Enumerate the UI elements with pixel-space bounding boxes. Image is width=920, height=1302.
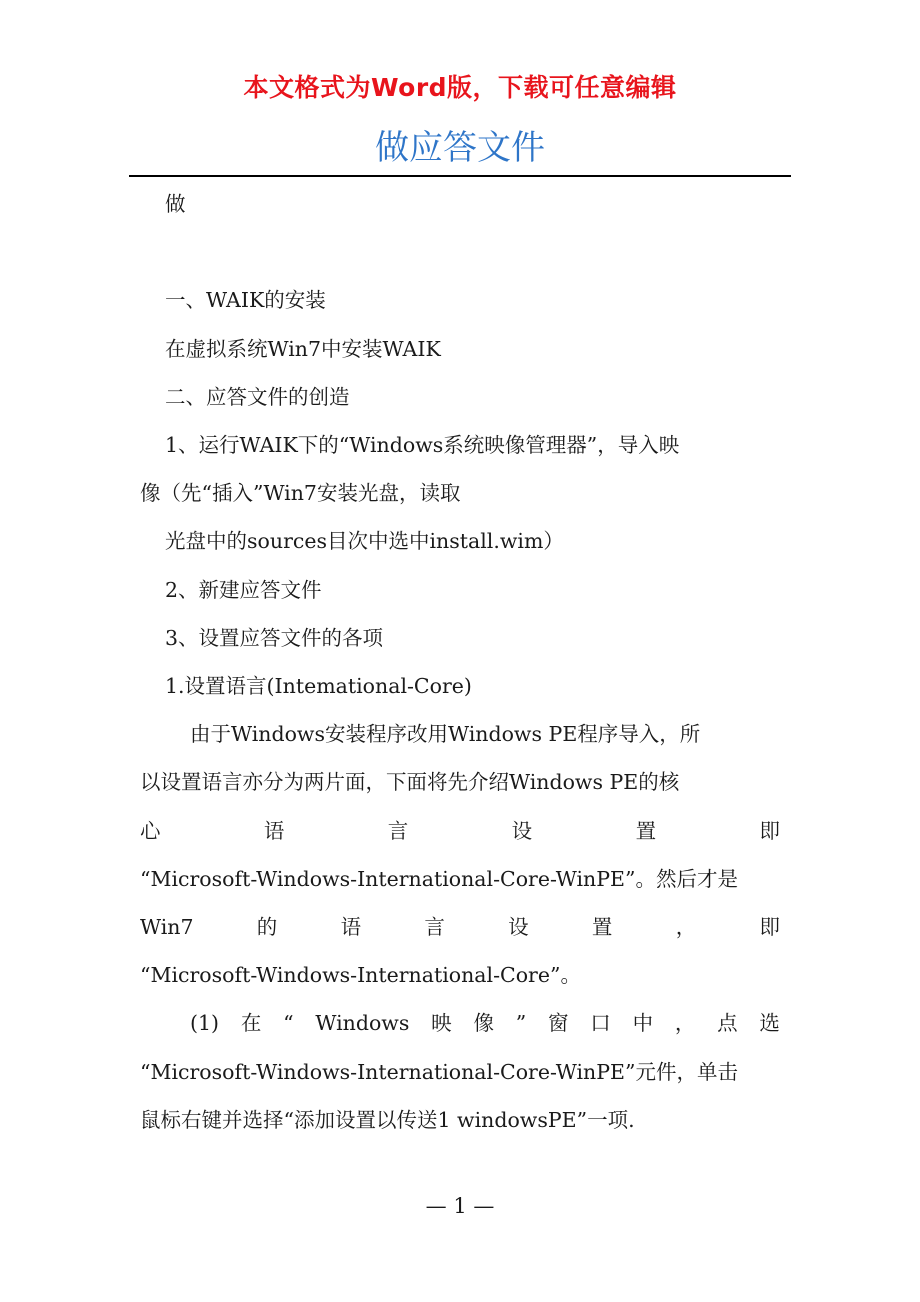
paragraph-line: “Microsoft-Windows-International-Core”。 [140, 963, 581, 988]
word: 即 [759, 915, 780, 940]
paragraph-line: 鼠标右键并选择“添加设置以传送1 windowsPE”一项. [140, 1107, 635, 1132]
word: 点 [717, 1011, 738, 1036]
word: ， [675, 915, 697, 940]
format-notice-banner: 本文格式为Word版，下载可任意编辑 [243, 73, 677, 102]
paragraph-line: “Microsoft-Windows-International-Core-WinPE”。然后才是 [140, 866, 738, 891]
word: 设 [508, 915, 529, 940]
word: 选 [759, 1011, 780, 1036]
section-heading: 一、WAIK的安装 [165, 288, 326, 313]
word: Win7 [140, 915, 194, 940]
paragraph-line: 由于Windows安装程序改用Windows PE程序导入，所 [190, 722, 701, 747]
paragraph-line: 以设置语言亦分为两片面，下面将先介绍Windows PE的核 [140, 770, 680, 795]
paragraph-line: 1、运行WAIK下的“Windows系统映像管理器”，导入映 [165, 433, 680, 457]
paragraph-line: 3、设置应答文件的各项 [165, 625, 384, 650]
word: 中 [632, 1011, 654, 1036]
document-title: 做应答文件 [375, 128, 545, 168]
paragraph-line: 2、新建应答文件 [165, 577, 322, 602]
page-number: — 1 — [425, 1194, 495, 1218]
word: 设 [511, 818, 533, 843]
word: Windows [315, 1011, 410, 1036]
paragraph-line: 像（先“插入”Win7安装光盘，读取 [140, 481, 461, 506]
word: 置 [591, 915, 613, 940]
header-rule [129, 175, 791, 177]
word: 在 [240, 1011, 262, 1036]
word: 窗 [548, 1011, 569, 1036]
word: “ [283, 1011, 294, 1036]
word: 映 [431, 1011, 452, 1036]
word: 语 [263, 818, 285, 843]
paragraph-line: 做 [165, 192, 186, 216]
word: 心 [140, 818, 161, 843]
word: 置 [635, 818, 657, 843]
word: ” [515, 1011, 527, 1036]
word: 的 [256, 915, 278, 940]
word: ， [674, 1011, 696, 1036]
word: 口 [590, 1011, 611, 1036]
document-body [140, 180, 780, 1144]
blank-line [140, 228, 780, 276]
justified-line [140, 999, 780, 1047]
subsection-heading: 1.设置语言(Intemational-Core) [165, 674, 472, 699]
paragraph-line: “Microsoft-Windows-International-Core-WinPE”元件，单击 [140, 1059, 738, 1084]
word: 言 [424, 915, 445, 940]
word: 言 [387, 818, 409, 843]
section-heading: 二、应答文件的创造 [165, 384, 350, 409]
word: 语 [340, 915, 362, 940]
word: 即 [759, 818, 780, 843]
paragraph-line: 在虚拟系统Win7中安装WAIK [165, 336, 441, 361]
justified-line [140, 807, 780, 855]
word: (1) [190, 1011, 220, 1036]
word: 像 [473, 1011, 494, 1036]
justified-line [140, 903, 780, 951]
paragraph-line: 光盘中的sources目次中选中install.wim） [165, 529, 564, 554]
